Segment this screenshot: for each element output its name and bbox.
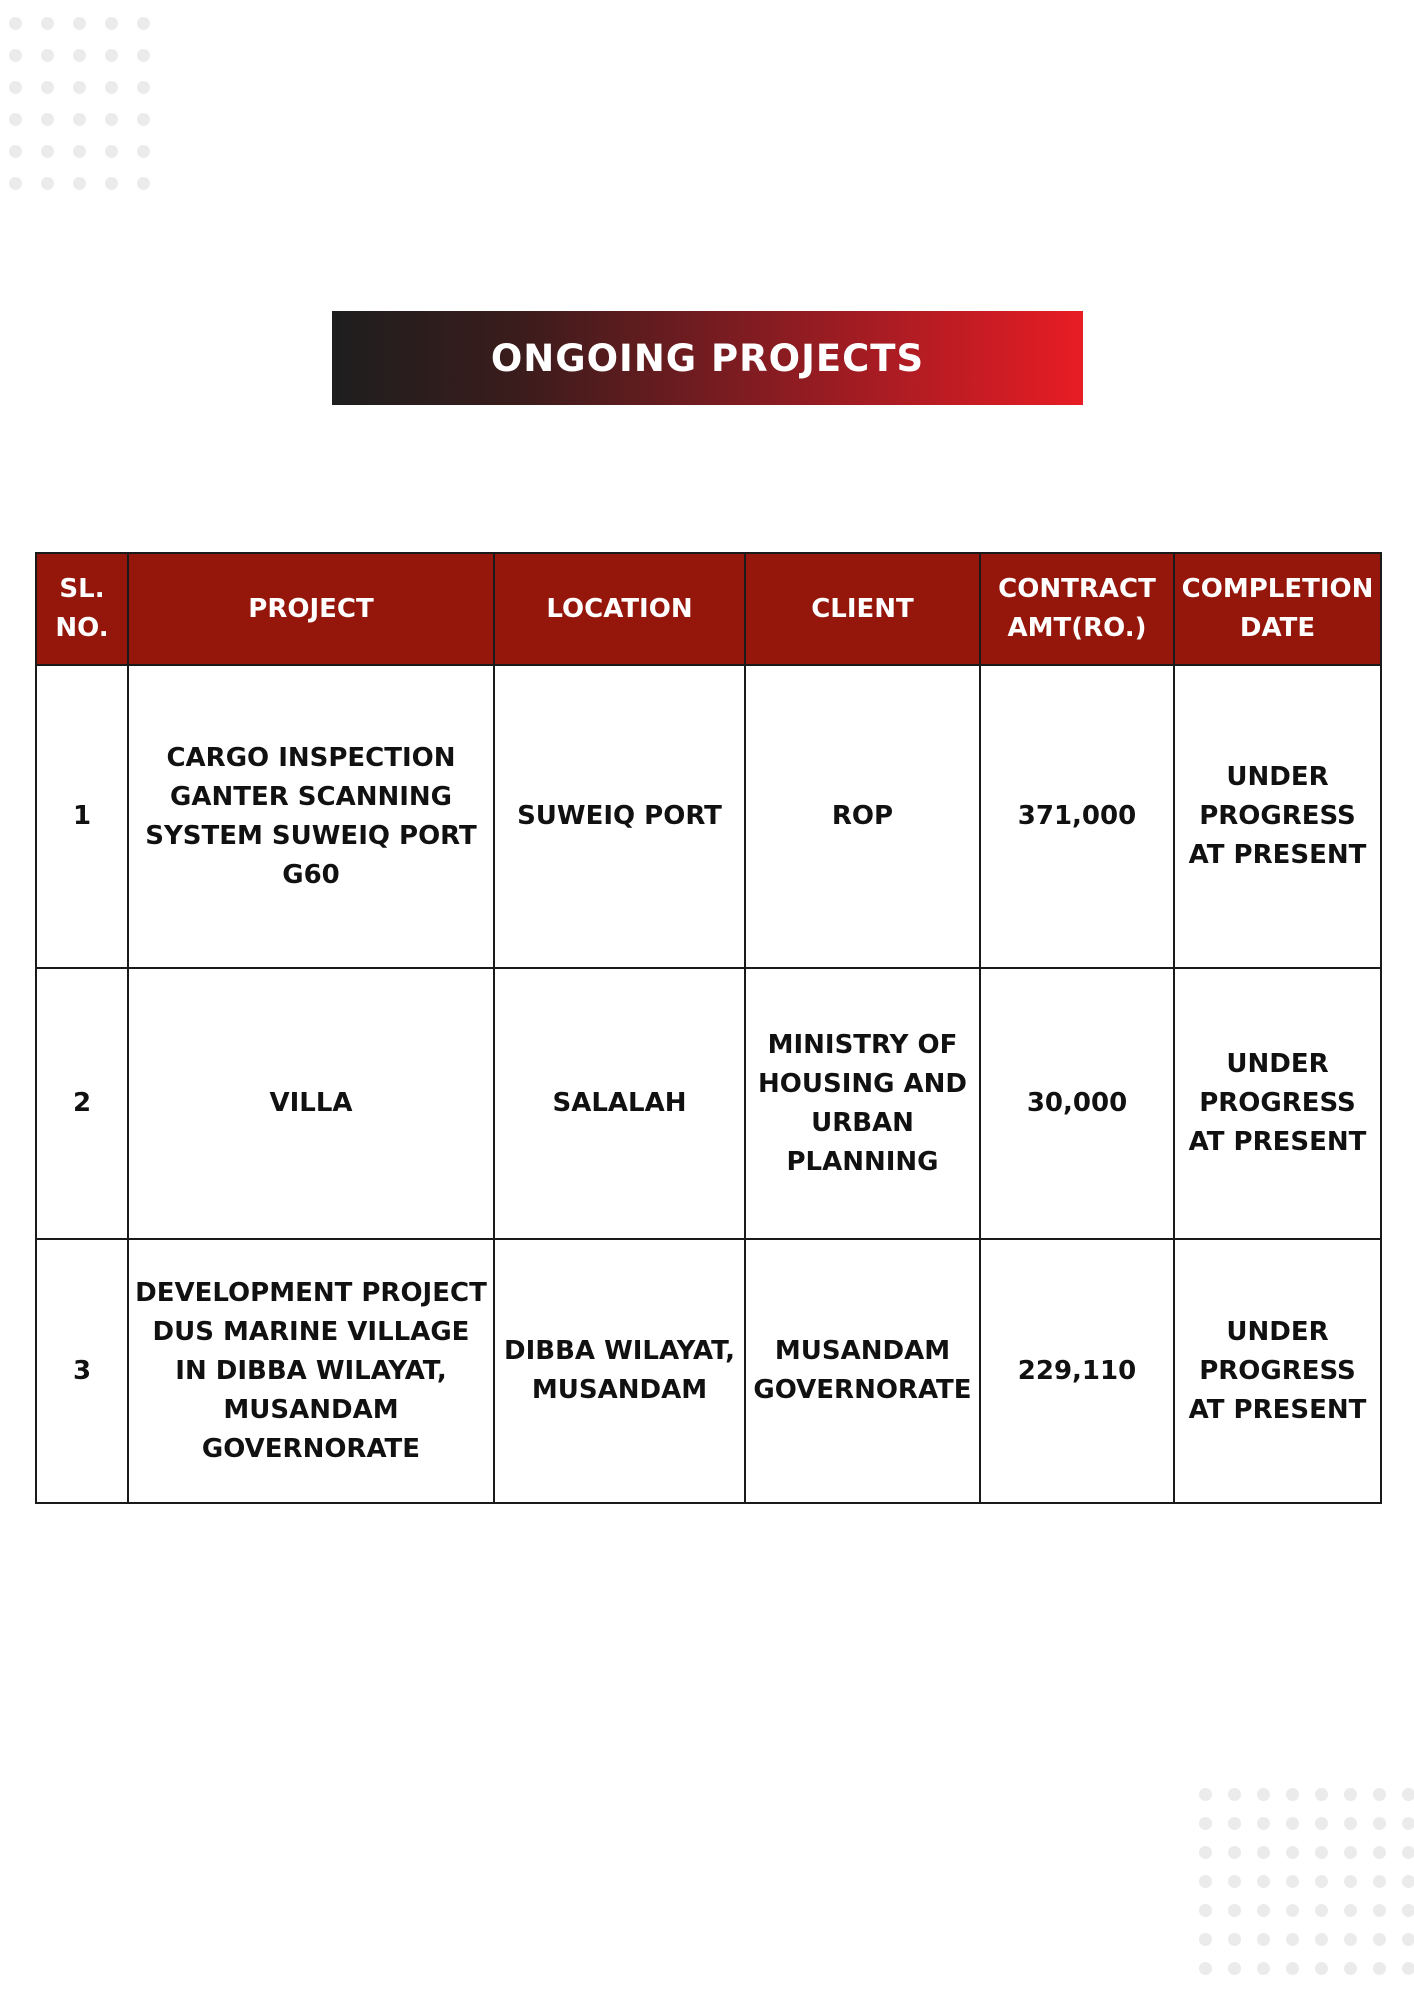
decorative-dot <box>9 177 22 190</box>
decorative-dot <box>1344 1846 1357 1859</box>
decorative-dot-pattern-bottom-right <box>1199 1788 1414 1975</box>
decorative-dot <box>1373 1875 1386 1888</box>
decorative-dot <box>1344 1962 1357 1975</box>
decorative-dot <box>105 81 118 94</box>
decorative-dot <box>1402 1875 1414 1888</box>
decorative-dot <box>1373 1962 1386 1975</box>
decorative-dot <box>73 177 86 190</box>
decorative-dot <box>105 49 118 62</box>
decorative-dot <box>1373 1788 1386 1801</box>
decorative-dot <box>1402 1846 1414 1859</box>
header-client: CLIENT <box>745 553 980 665</box>
cell-project: VILLA <box>128 968 494 1239</box>
decorative-dot <box>137 113 150 126</box>
decorative-dot <box>41 145 54 158</box>
cell-sl-no: 3 <box>36 1239 128 1503</box>
decorative-dot <box>1257 1933 1270 1946</box>
decorative-dot <box>1286 1875 1299 1888</box>
cell-contract-amount: 229,110 <box>980 1239 1174 1503</box>
decorative-dot <box>9 113 22 126</box>
decorative-dot <box>41 81 54 94</box>
decorative-dot <box>1228 1904 1241 1917</box>
decorative-dot <box>73 49 86 62</box>
header-completion-date: COMPLETION DATE <box>1174 553 1381 665</box>
decorative-dot <box>1315 1962 1328 1975</box>
cell-completion-date: UNDER PROGRESS AT PRESENT <box>1174 665 1381 968</box>
decorative-dot <box>73 113 86 126</box>
cell-project: CARGO INSPECTION GANTER SCANNING SYSTEM SUWEIQ PORT G60 <box>128 665 494 968</box>
cell-project: DEVELOPMENT PROJECT DUS MARINE VILLAGE IN DIBBA WILAYAT, MUSANDAM GOVERNORATE <box>128 1239 494 1503</box>
decorative-dot <box>1344 1817 1357 1830</box>
decorative-dot <box>1257 1904 1270 1917</box>
decorative-dot <box>1228 1817 1241 1830</box>
decorative-dot <box>1199 1788 1212 1801</box>
header-project: PROJECT <box>128 553 494 665</box>
decorative-dot <box>1199 1846 1212 1859</box>
decorative-dot <box>9 49 22 62</box>
cell-client: MINISTRY OF HOUSING AND URBAN PLANNING <box>745 968 980 1239</box>
decorative-dot <box>1344 1875 1357 1888</box>
cell-location: DIBBA WILAYAT, MUSANDAM <box>494 1239 745 1503</box>
cell-client: MUSANDAM GOVERNORATE <box>745 1239 980 1503</box>
title-banner <box>332 311 1083 405</box>
decorative-dot <box>1315 1904 1328 1917</box>
decorative-dot <box>105 177 118 190</box>
decorative-dot <box>1286 1846 1299 1859</box>
decorative-dot <box>1228 1962 1241 1975</box>
decorative-dot <box>1228 1846 1241 1859</box>
decorative-dot <box>1344 1904 1357 1917</box>
decorative-dot <box>1402 1933 1414 1946</box>
decorative-dot <box>1199 1962 1212 1975</box>
decorative-dot <box>1286 1962 1299 1975</box>
decorative-dot <box>1286 1904 1299 1917</box>
cell-completion-date: UNDER PROGRESS AT PRESENT <box>1174 1239 1381 1503</box>
decorative-dot <box>1286 1788 1299 1801</box>
decorative-dot <box>1402 1904 1414 1917</box>
decorative-dot <box>137 145 150 158</box>
cell-contract-amount: 371,000 <box>980 665 1174 968</box>
decorative-dot <box>1257 1962 1270 1975</box>
decorative-dot <box>1257 1788 1270 1801</box>
cell-sl-no: 1 <box>36 665 128 968</box>
decorative-dot <box>41 49 54 62</box>
decorative-dot <box>1315 1933 1328 1946</box>
decorative-dot <box>1315 1875 1328 1888</box>
decorative-dot <box>9 81 22 94</box>
decorative-dot <box>1315 1817 1328 1830</box>
decorative-dot <box>1257 1846 1270 1859</box>
decorative-dot <box>1402 1962 1414 1975</box>
decorative-dot <box>1315 1846 1328 1859</box>
decorative-dot <box>137 49 150 62</box>
decorative-dot <box>105 145 118 158</box>
decorative-dot <box>1373 1817 1386 1830</box>
table-row <box>36 665 1381 968</box>
header-contract-amount: CONTRACT AMT(RO.) <box>980 553 1174 665</box>
decorative-dot <box>1199 1933 1212 1946</box>
decorative-dot <box>1373 1933 1386 1946</box>
decorative-dot <box>1344 1933 1357 1946</box>
decorative-dot <box>1373 1846 1386 1859</box>
decorative-dot <box>1315 1788 1328 1801</box>
cell-sl-no: 2 <box>36 968 128 1239</box>
decorative-dot <box>9 145 22 158</box>
cell-completion-date: UNDER PROGRESS AT PRESENT <box>1174 968 1381 1239</box>
decorative-dot <box>73 145 86 158</box>
header-sl-no: SL. NO. <box>36 553 128 665</box>
decorative-dot <box>41 17 54 30</box>
decorative-dot <box>73 17 86 30</box>
decorative-dot <box>1199 1817 1212 1830</box>
cell-client: ROP <box>745 665 980 968</box>
decorative-dot <box>1344 1788 1357 1801</box>
decorative-dot <box>1402 1817 1414 1830</box>
decorative-dot <box>137 17 150 30</box>
ongoing-projects-table <box>35 552 1382 1504</box>
decorative-dot <box>1373 1904 1386 1917</box>
decorative-dot <box>137 177 150 190</box>
header-location: LOCATION <box>494 553 745 665</box>
decorative-dot <box>1199 1875 1212 1888</box>
table-row <box>36 968 1381 1239</box>
cell-location: SUWEIQ PORT <box>494 665 745 968</box>
decorative-dot <box>1257 1817 1270 1830</box>
decorative-dot <box>1228 1875 1241 1888</box>
cell-contract-amount: 30,000 <box>980 968 1174 1239</box>
decorative-dot <box>41 177 54 190</box>
decorative-dot <box>1402 1788 1414 1801</box>
table-row <box>36 1239 1381 1503</box>
decorative-dot <box>1286 1817 1299 1830</box>
page-title: ONGOING PROJECTS <box>490 336 925 380</box>
decorative-dot <box>1199 1904 1212 1917</box>
decorative-dot <box>73 81 86 94</box>
decorative-dot <box>1228 1933 1241 1946</box>
decorative-dot <box>1257 1875 1270 1888</box>
decorative-dot <box>105 113 118 126</box>
decorative-dot <box>137 81 150 94</box>
decorative-dot <box>9 17 22 30</box>
decorative-dot <box>1228 1788 1241 1801</box>
decorative-dot-pattern-top-left <box>9 17 150 190</box>
decorative-dot <box>1286 1933 1299 1946</box>
cell-location: SALALAH <box>494 968 745 1239</box>
table-header-row <box>36 553 1381 665</box>
decorative-dot <box>105 17 118 30</box>
decorative-dot <box>41 113 54 126</box>
